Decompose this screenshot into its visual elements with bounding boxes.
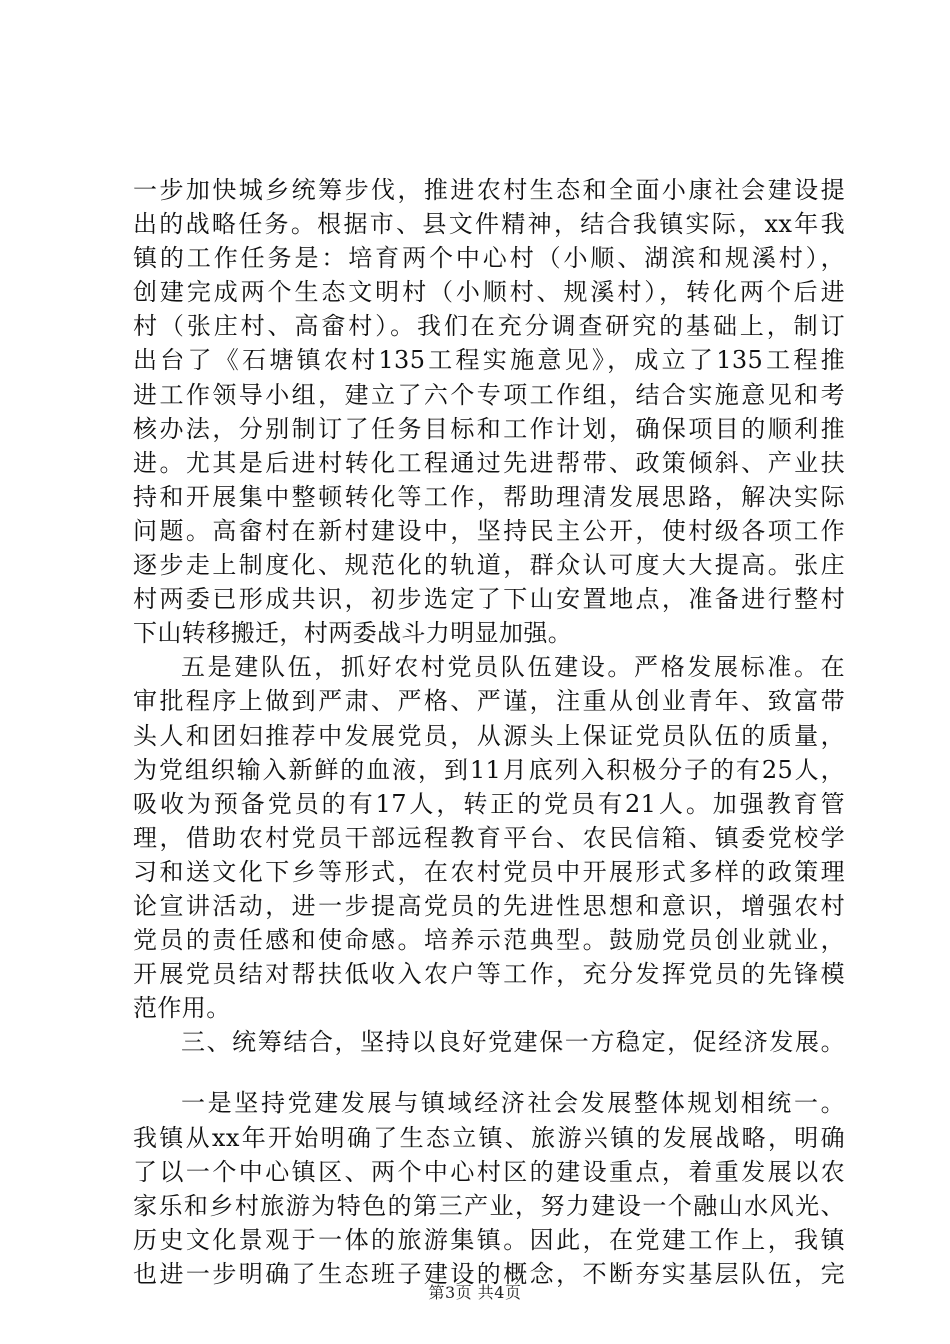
text-line: 持和开展集中整顿转化等工作，帮助理清发展思路，解决实际 — [133, 482, 845, 511]
page-number-footer: 第3页 共4页 — [428, 1283, 522, 1302]
text-line: 吸收为预备党员的有17人，转正的党员有21人。加强教育管 — [133, 789, 845, 818]
paragraph-first-line: 五是建队伍，抓好农村党员队伍建设。严格发展标准。在 — [181, 653, 845, 682]
text-line: 问题。高畲村在新村建设中，坚持民主公开，使村级各项工作 — [133, 516, 845, 545]
text-line: 开展党员结对帮扶低收入农户等工作，充分发挥党员的先锋模 — [133, 960, 845, 989]
text-line: 镇的工作任务是：培育两个中心村（小顺、湖滨和规溪村）， — [133, 244, 845, 273]
text-line: 一步加快城乡统筹步伐，推进农村生态和全面小康社会建设提 — [133, 176, 845, 204]
text-line: 习和送文化下乡等形式，在农村党员中开展形式多样的政策理 — [133, 857, 845, 886]
text-line: 了以一个中心镇区、两个中心村区的建设重点，着重发展以农 — [133, 1157, 845, 1186]
paragraph-gap — [133, 1059, 845, 1086]
document-body — [133, 173, 845, 1291]
text-line: 进。尤其是后进村转化工程通过先进帮带、政策倾斜、产业扶 — [133, 448, 845, 477]
text-line: 核办法，分别制订了任务目标和工作计划，确保项目的顺利推 — [133, 414, 845, 443]
text-line: 家乐和乡村旅游为特色的第三产业，努力建设一个融山水风光、 — [133, 1191, 845, 1220]
text-line: 村（张庄村、高畲村）。我们在充分调查研究的基础上，制订 — [133, 312, 845, 341]
text-line: 出的战略任务。根据市、县文件精神，结合我镇实际，xx年我 — [133, 210, 845, 239]
text-line: 头人和团妇推荐中发展党员，从源头上保证党员队伍的质量， — [133, 721, 845, 750]
text-line: 范作用。 — [133, 994, 231, 1023]
text-line: 历史文化景观于一体的旅游集镇。因此，在党建工作上，我镇 — [133, 1225, 845, 1254]
text-line: 也进一步明确了生态班子建设的概念，不断夯实基层队伍，完 — [133, 1259, 845, 1288]
paragraph-first-line: 一是坚持党建发展与镇域经济社会发展整体规划相统一。 — [181, 1089, 845, 1118]
text-line: 村两委已形成共识，初步选定了下山安置地点，准备进行整村 — [133, 585, 845, 614]
text-line: 下山转移搬迁，村两委战斗力明显加强。 — [133, 619, 573, 648]
text-line: 党员的责任感和使命感。培养示范典型。鼓励党员创业就业， — [133, 926, 845, 955]
text-line: 我镇从xx年开始明确了生态立镇、旅游兴镇的发展战略，明确 — [133, 1123, 845, 1152]
text-line: 逐步走上制度化、规范化的轨道，群众认可度大大提高。张庄 — [133, 551, 845, 580]
text-line: 创建完成两个生态文明村（小顺村、规溪村），转化两个后进 — [133, 278, 845, 307]
text-line: 审批程序上做到严肃、严格、严谨，注重从创业青年、致富带 — [133, 687, 845, 716]
text-line: 为党组织输入新鲜的血液，到11月底列入积极分子的有25人， — [133, 755, 845, 784]
section-heading: 三、统筹结合，坚持以良好党建保一方稳定，促经济发展。 — [181, 1028, 845, 1057]
text-line: 出台了《石塘镇农村135工程实施意见》，成立了135工程推 — [133, 346, 845, 375]
text-line: 论宣讲活动，进一步提高党员的先进性思想和意识，增强农村 — [133, 891, 845, 920]
text-line: 理，借助农村党员干部远程教育平台、农民信箱、镇委党校学 — [133, 823, 845, 852]
text-line: 进工作领导小组，建立了六个专项工作组，结合实施意见和考 — [133, 380, 845, 409]
